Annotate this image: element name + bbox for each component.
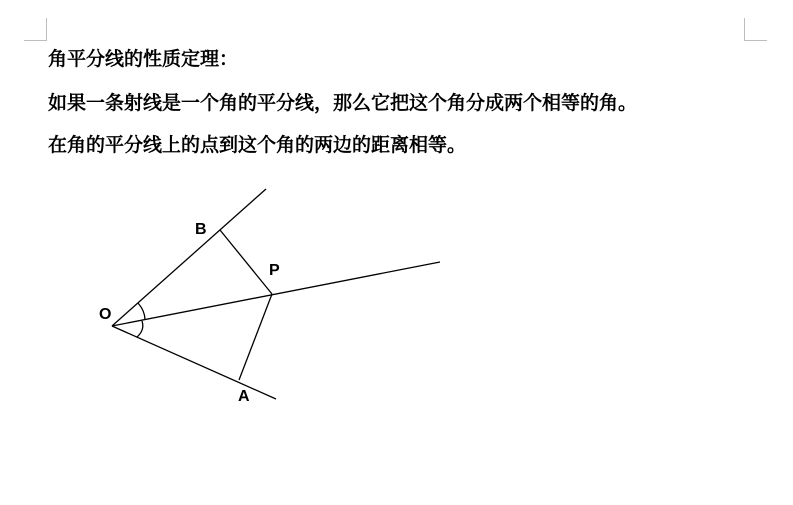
label-p: P [269,262,280,279]
label-a: A [238,388,250,405]
label-b: B [195,221,207,238]
theorem-statement-1: 如果一条射线是一个角的平分线，那么它把这个角分成两个相等的角。 [48,92,638,114]
angle-arc-lower [137,321,143,337]
theorem-statement-2: 在角的平分线上的点到这个角的两边的距离相等。 [48,134,467,156]
angle-arc-upper [138,303,145,320]
ray-oa [112,326,276,399]
segment-pb [220,230,272,294]
theorem-title: 角平分线的性质定理： [48,48,239,70]
segment-pa [239,294,272,380]
label-o: O [99,306,112,323]
